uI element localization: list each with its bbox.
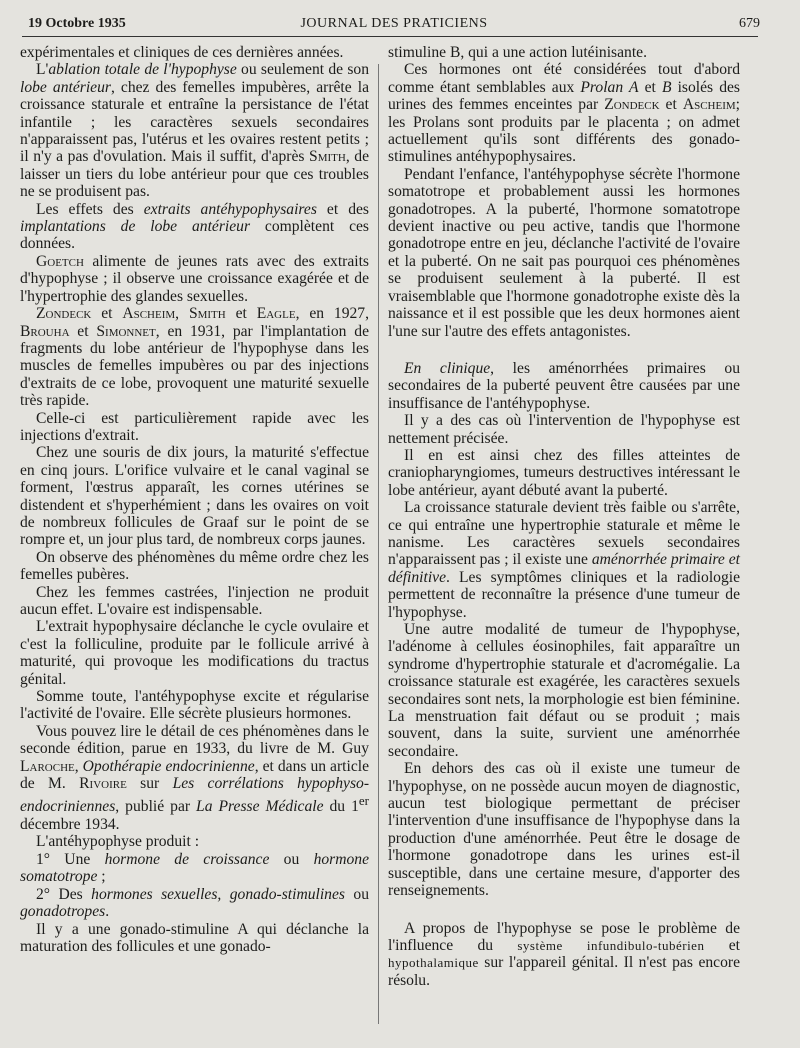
paragraph: En clinique, les aménorrhées primaires ou secondaires de la puberté peuvent être causées par une insuffisance de l'antéhypophyse. <box>388 359 740 412</box>
list-item: 1° Une hormone de croissance ou hormone somatotrope ; <box>20 850 370 886</box>
paragraph: A propos de l'hypophyse se pose le problème de l'influence du système infundibulo-tubérien et hypothalamique sur l'appareil génital. Il n'est pas encore résolu. <box>388 919 741 989</box>
paragraph: Somme toute, l'antéhypophyse excite et régularise l'activité de l'ovaire. Elle sécrète plusieurs hormones. <box>20 688 369 723</box>
paragraph: Pendant l'enfance, l'antéhypophyse sécrète l'hormone somatotrope et probablement aussi les hormones gonadotropes. A la puberté, l'hormone somatotrope devient inactive ou peu active, tandis que l'hormone gonadotrope entre en jeu, déclanche l'activité de l'ovaire et la puberté. On ne sait pas pourquoi ces phénomènes se produisent seulement à la puberté. Il est vraisemblable que l'hormone gonadotrophe existe dès la naissance et il est possible que les deux hormones aient l'une sur l'autre des effets antagonistes. <box>388 165 740 340</box>
paragraph: Chez les femmes castrées, l'injection ne produit aucun effet. L'ovaire est indispensable. <box>20 583 369 618</box>
paragraph: En dehors des cas où il existe une tumeur de l'hypophyse, on ne possède aucun moyen de diagnostic, aucun test biologique permettant de préciser l'intervention d'une insuffisance de l'hypophyse dans la production d'une aménorrhée. Peut être le dosage de l'hormone gonadotrope dans les urines est-il susceptible, dans une certaine mesure, d'apporter des renseignements. <box>388 760 740 900</box>
paragraph: expérimentales et cliniques de ces dernières années. <box>20 44 344 61</box>
paragraph: L'antéhypophyse produit : <box>36 833 200 851</box>
header-rule <box>22 36 758 37</box>
paragraph: Goetch alimente de jeunes rats avec des extraits d'hypophyse ; il observe une croissance exagérée et de l'hypertrophie des glandes sexuelles. <box>20 252 369 305</box>
paragraph: L'ablation totale de l'hypophyse ou seulement de son lobe antérieur, chez des femelles impubères, arrête la croissance staturale et entraîne la persistance de l'état infantile ; les caractères sexuels secondaires n'apparaissent pas, l'utérus et les ovaires restent petits ; il n'y a pas d'ovulation. Mais il suffit, d'après Smith, de laisser un tiers du lobe antérieur pour que ces troubles ne se produisent pas. <box>20 61 370 201</box>
column-divider <box>378 64 379 1024</box>
page-header <box>28 10 760 36</box>
paragraph: On observe des phénomènes du même ordre chez les femelles pubères. <box>20 548 369 584</box>
issue-date: 19 Octobre 1935 <box>28 16 126 31</box>
journal-title: JOURNAL DES PRATICIENS <box>300 16 488 31</box>
paragraph: Il y a une gonado-stimuline A qui déclanche la maturation des follicules et une gonado- <box>20 920 369 955</box>
paragraph: Une autre modalité de tumeur de l'hypophyse, l'adénome à cellules éosinophiles, fait apparaître un syndrome d'hypertrophie staturale et d'acromégalie. La croissance staturale est exagérée, les caractères sexuels secondaires sont nets, la morphologie est bien féminine. La menstruation fait défaut ou se produit ; mais souvent, dans la suite, survient une aménorrhée secondaire. <box>388 621 740 760</box>
paragraph: Ces hormones ont été considérées tout d'abord comme étant semblables aux Prolan A et B isolés des urines des femmes enceintes par Zondeck et Ascheim; les Prolans sont produits par le placenta ; on admet actuellement qu'ils sont différents des gonado-stimulines antéhypophysaires. <box>388 61 740 166</box>
paragraph: Il y a des cas où l'intervention de l'hypophyse est nettement précisée. <box>388 412 740 447</box>
paragraph: stimuline B, qui a une action lutéinisante. <box>388 44 647 61</box>
paragraph: L'extrait hypophysaire déclanche le cycle ovulaire et c'est la folliculine, produite par le follicule arrivé à maturité, qui provoque les modifications du tractus génital. <box>20 618 369 688</box>
paragraph: La croissance staturale devient très faible ou s'arrête, ce qui entraîne une hypertrophie staturale et même le nanisme. Les caractères sexuels secondaires n'apparaissent pas ; il existe une aménorrhée primaire et définitive. Les symptômes cliniques et la radiologie permettent de reconnaître la présence d'une tumeur de l'hypophyse. <box>388 499 740 621</box>
left-column <box>20 44 369 955</box>
paragraph: Chez une souris de dix jours, la maturité s'effectue en cinq jours. L'orifice vulvaire et le canal vaginal se forment, l'œstrus apparaît, les cornes utérines se distendent et s'hyperhémient ; dans les ovaires on voit de nombreux follicules de Graaf sur le point de se rompre et, un jour plus tard, de nombreux corps jaunes. <box>20 444 369 549</box>
paragraph: Vous pouvez lire le détail de ces phénomènes dans le seconde édition, parue en 1933, du livre de M. Guy Laroche, Opothérapie endocrinienne, et dans un article de M. Rivoire sur Les corrélations hypophyso-endocriniennes, publié par La Presse Médicale du 1er décembre 1934. <box>20 722 370 834</box>
right-column <box>388 44 740 989</box>
paragraph: Zondeck et Ascheim, Smith et Eagle, en 1927, Brouha et Simonnet, en 1931, par l'implantation de fragments du lobe antérieur de l'hypophyse dans les muscles de femelles impubères ou par des injections d'extraits de ce lobe, provoquent une maturité sexuelle très rapide. <box>20 305 369 410</box>
list-item: 2° Des hormones sexuelles, gonado-stimulines ou gonadotropes. <box>20 885 370 921</box>
paragraph: Celle-ci est particulièrement rapide avec les injections d'extrait. <box>20 409 369 444</box>
page-number: 679 <box>739 16 760 31</box>
paragraph: Il en est ainsi chez des filles atteintes de craniopharyngiomes, tumeurs destructives intéressant le lobe antérieur, ayant débuté avant la puberté. <box>388 446 740 499</box>
paragraph: Les effets des extraits antéhypophysaires et des implantations de lobe antérieur complètent ces données. <box>20 200 369 253</box>
